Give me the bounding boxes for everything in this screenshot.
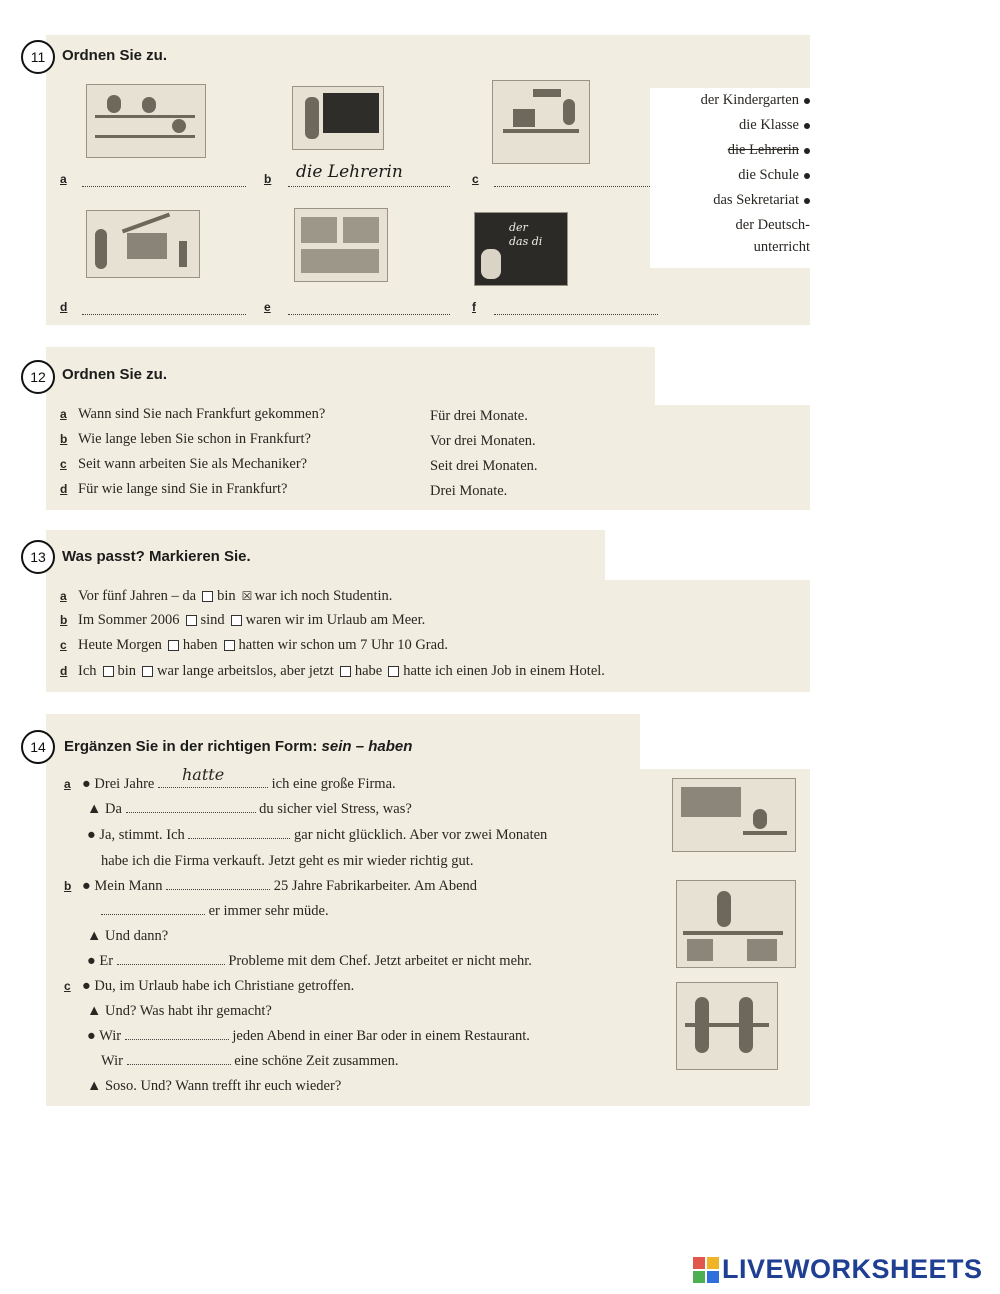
exercise-13-row-a: a Vor fünf Jahren – da bin ☒ war ich noch Studentin. bbox=[60, 588, 393, 604]
label-a: a bbox=[60, 172, 67, 186]
question-row: b Wie lange leben Sie schon in Frankfurt? bbox=[60, 431, 311, 447]
answer-option[interactable]: Vor drei Monaten. bbox=[430, 433, 536, 449]
match-dot[interactable] bbox=[804, 198, 810, 204]
school-building-illustration bbox=[294, 208, 388, 282]
liveworksheets-logo-icon bbox=[693, 1257, 719, 1283]
dialogue-line: ▲ Und? Was habt ihr gemacht? bbox=[87, 1003, 272, 1019]
answer-field[interactable] bbox=[188, 828, 290, 839]
word-list bbox=[650, 88, 810, 268]
label-c: c bbox=[472, 172, 479, 186]
dialogue-line: c ● Du, im Urlaub habe ich Christiane getroffen. bbox=[64, 978, 355, 994]
answer-field-d[interactable] bbox=[82, 302, 246, 315]
blank-area bbox=[655, 347, 815, 405]
match-dot[interactable] bbox=[804, 123, 810, 129]
answer-field[interactable] bbox=[126, 802, 256, 813]
factory-worker-illustration bbox=[676, 880, 796, 968]
word-item[interactable]: der Deutsch- bbox=[735, 217, 810, 233]
exercise-number-14: 14 bbox=[21, 730, 55, 764]
dialogue-line: habe ich die Firma verkauft. Jetzt geht es mir wieder richtig gut. bbox=[101, 853, 474, 869]
dialogue-line: a ● Drei Jahre hatte ich eine große Firma. bbox=[64, 765, 396, 792]
dialogue-line: ▲ Da du sicher viel Stress, was? bbox=[87, 801, 412, 817]
answer-option[interactable]: Für drei Monate. bbox=[430, 408, 528, 424]
exercise-13-title: Was passt? Markieren Sie. bbox=[62, 548, 251, 565]
german-lesson-blackboard-illustration bbox=[474, 212, 568, 286]
exercise-14-title: Ergänzen Sie in der richtigen Form: sein – haben bbox=[64, 738, 413, 755]
kindergarten-illustration bbox=[86, 210, 200, 278]
board-text: der das di bbox=[509, 221, 543, 248]
word-item[interactable]: die Lehrerin bbox=[728, 142, 810, 159]
checkbox[interactable] bbox=[103, 666, 114, 677]
answer-field[interactable] bbox=[101, 904, 205, 915]
answer-field[interactable] bbox=[127, 1054, 231, 1065]
teacher-at-blackboard-illustration bbox=[292, 86, 384, 150]
word-item[interactable]: die Schule bbox=[738, 167, 810, 184]
answer-option[interactable]: Seit drei Monaten. bbox=[430, 458, 538, 474]
office-worker-illustration bbox=[672, 778, 796, 852]
answer-option[interactable]: Drei Monate. bbox=[430, 483, 508, 499]
bar-scene-illustration bbox=[676, 982, 778, 1070]
answer-field[interactable] bbox=[166, 879, 270, 890]
checkbox[interactable] bbox=[224, 640, 235, 651]
exercise-number-13: 13 bbox=[21, 540, 55, 574]
checkbox[interactable] bbox=[388, 666, 399, 677]
checkbox[interactable] bbox=[168, 640, 179, 651]
checkbox[interactable] bbox=[142, 666, 153, 677]
dialogue-line: er immer sehr müde. bbox=[101, 903, 329, 920]
liveworksheets-logo bbox=[693, 1254, 983, 1285]
dialogue-line: Wir eine schöne Zeit zusammen. bbox=[101, 1053, 399, 1069]
match-dot[interactable] bbox=[804, 173, 810, 179]
exercise-12-title: Ordnen Sie zu. bbox=[62, 366, 168, 383]
answer-field-a[interactable] bbox=[82, 174, 246, 187]
label-f: f bbox=[472, 300, 476, 314]
blank-area bbox=[605, 530, 815, 580]
dialogue-line: ▲ Soso. Und? Wann trefft ihr euch wieder? bbox=[87, 1078, 342, 1094]
dialogue-line: ● Er Probleme mit dem Chef. Jetzt arbeitet er nicht mehr. bbox=[87, 953, 532, 969]
answer-a1-handwritten: hatte bbox=[182, 765, 225, 784]
exercise-13-row-b: b Im Sommer 2006 sind waren wir im Urlaub am Meer. bbox=[60, 612, 426, 628]
match-dot[interactable] bbox=[804, 148, 810, 154]
question-row: a Wann sind Sie nach Frankfurt gekommen? bbox=[60, 406, 326, 422]
match-dot[interactable] bbox=[804, 98, 810, 104]
answer-field[interactable] bbox=[117, 954, 225, 965]
answer-field-f[interactable] bbox=[494, 302, 658, 315]
exercise-13-row-c: c Heute Morgen haben hatten wir schon um 7 Uhr 10 Grad. bbox=[60, 637, 448, 653]
exercise-number-12: 12 bbox=[21, 360, 55, 394]
checkbox[interactable] bbox=[231, 615, 242, 626]
exercise-11-title: Ordnen Sie zu. bbox=[62, 47, 168, 64]
checkbox[interactable] bbox=[340, 666, 351, 677]
exercise-13-row-d: d Ich bin war lange arbeitslos, aber jetzt habe hatte ich einen Job in einem Hotel. bbox=[60, 663, 605, 679]
classroom-illustration bbox=[86, 84, 206, 158]
label-b: b bbox=[264, 172, 272, 186]
answer-field[interactable] bbox=[158, 765, 268, 788]
checkbox[interactable] bbox=[186, 615, 197, 626]
question-row: c Seit wann arbeiten Sie als Mechaniker? bbox=[60, 456, 308, 472]
answer-field[interactable] bbox=[125, 1029, 229, 1040]
dialogue-line: ● Wir jeden Abend in einer Bar oder in einem Restaurant. bbox=[87, 1028, 530, 1044]
question-row: d Für wie lange sind Sie in Frankfurt? bbox=[60, 481, 288, 497]
checkbox[interactable] bbox=[202, 591, 213, 602]
answer-field-c[interactable] bbox=[494, 174, 658, 187]
label-e: e bbox=[264, 300, 271, 314]
answer-field-e[interactable] bbox=[288, 302, 450, 315]
label-d: d bbox=[60, 300, 68, 314]
word-item: unterricht bbox=[753, 239, 810, 255]
dialogue-line: ▲ Und dann? bbox=[87, 928, 169, 944]
secretary-office-illustration bbox=[492, 80, 590, 164]
answer-b-handwritten: die Lehrerin bbox=[296, 162, 403, 182]
checkbox-checked[interactable]: ☒ bbox=[241, 589, 253, 604]
blank-area bbox=[640, 714, 815, 769]
dialogue-line: ● Ja, stimmt. Ich gar nicht glücklich. Aber vor zwei Monaten bbox=[87, 827, 548, 843]
word-item[interactable]: der Kindergarten bbox=[701, 92, 810, 109]
liveworksheets-brand-text: LIVEWORKSHEETS bbox=[722, 1254, 983, 1284]
dialogue-line: b ● Mein Mann 25 Jahre Fabrikarbeiter. Am Abend bbox=[64, 878, 478, 894]
exercise-number-11: 11 bbox=[21, 40, 55, 74]
word-item[interactable]: die Klasse bbox=[739, 117, 810, 134]
word-item[interactable]: das Sekretariat bbox=[713, 192, 810, 209]
